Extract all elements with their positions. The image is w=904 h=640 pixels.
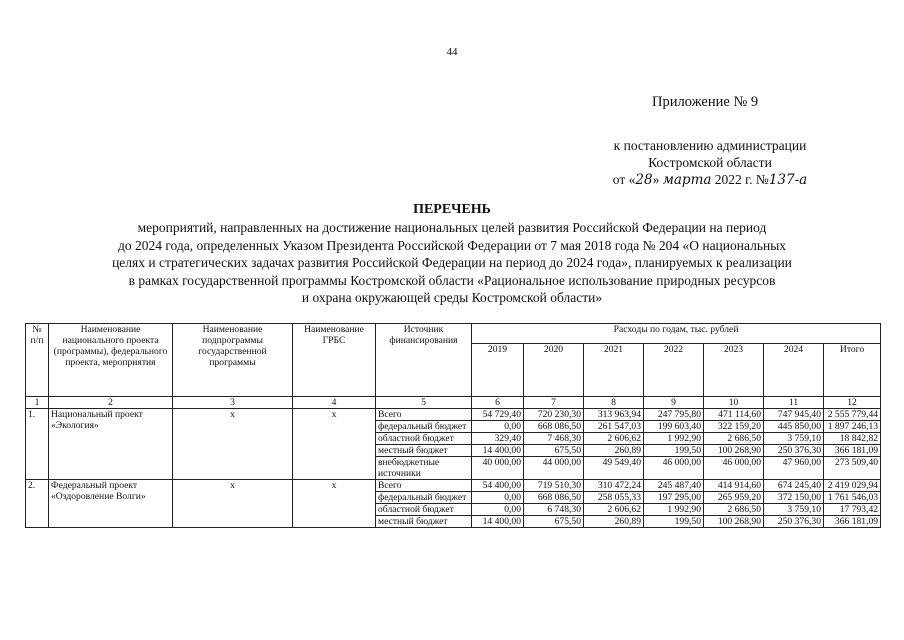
header-year: 2023 <box>704 344 764 397</box>
funding-source: федеральный бюджет <box>376 492 472 504</box>
column-index: 4 <box>293 397 376 409</box>
header-year: 2022 <box>644 344 704 397</box>
header-year: 2021 <box>584 344 644 397</box>
ruling-reference <box>560 137 860 189</box>
amount-cell: 197 295,00 <box>644 492 704 504</box>
total-cell: 366 181,09 <box>824 445 881 457</box>
amount-cell: 54 400,00 <box>472 480 524 492</box>
ruling-line-2: Костромской области <box>648 155 772 170</box>
project-name: Национальный проект «Экология» <box>49 409 173 480</box>
amount-cell: 322 159,20 <box>704 421 764 433</box>
amount-cell: 54 729,40 <box>472 409 524 421</box>
column-index: 8 <box>584 397 644 409</box>
amount-cell: 100 268,90 <box>704 516 764 528</box>
date-year: 2022 г. № <box>711 172 769 187</box>
column-index: 10 <box>704 397 764 409</box>
page-number: 44 <box>446 46 458 58</box>
amount-cell: 199,50 <box>644 445 704 457</box>
amount-cell: 245 487,40 <box>644 480 704 492</box>
project-number: 1. <box>26 409 49 480</box>
column-index: 9 <box>644 397 704 409</box>
amount-cell: 49 549,40 <box>584 457 644 480</box>
ruling-line-1: к постановлению администрации <box>613 138 807 153</box>
amount-cell: 265 959,20 <box>704 492 764 504</box>
expenses-table <box>25 323 881 528</box>
amount-cell: 313 963,94 <box>584 409 644 421</box>
subtitle-line: и охрана окружающей среды Костромской области» <box>301 290 603 305</box>
header-source: Источник финансирования <box>376 324 472 397</box>
amount-cell: 414 914,60 <box>704 480 764 492</box>
project-name: Федеральный проект «Оздоровление Волги» <box>49 480 173 528</box>
date-prefix: от « <box>612 172 636 187</box>
amount-cell: 0,00 <box>472 492 524 504</box>
project-grbs: х <box>293 409 376 480</box>
amount-cell: 260,89 <box>584 445 644 457</box>
amount-cell: 14 400,00 <box>472 516 524 528</box>
column-index: 5 <box>376 397 472 409</box>
amount-cell: 675,50 <box>524 445 584 457</box>
amount-cell: 668 086,50 <box>524 492 584 504</box>
table-row <box>26 409 881 421</box>
project-subprogram: х <box>173 409 293 480</box>
amount-cell: 1 992,90 <box>644 433 704 445</box>
amount-cell: 747 945,40 <box>764 409 824 421</box>
header-name: Наименование национального проекта (программы), федерального проекта, мероприятия <box>49 324 173 397</box>
amount-cell: 258 055,33 <box>584 492 644 504</box>
project-subprogram: х <box>173 480 293 528</box>
funding-source: местный бюджет <box>376 516 472 528</box>
amount-cell: 199 603,40 <box>644 421 704 433</box>
subtitle-line: целях и стратегических задачах развития Российской Федерации на период до 2024 года», планируемых к реализации <box>112 255 792 270</box>
appendix-label: Приложение № 9 <box>652 94 759 110</box>
amount-cell: 3 759,10 <box>764 433 824 445</box>
amount-cell: 675,50 <box>524 516 584 528</box>
subtitle-line: мероприятий, направленных на достижение национальных целей развития Российской Федерации на период <box>137 220 767 235</box>
funding-source: федеральный бюджет <box>376 421 472 433</box>
amount-cell: 40 000,00 <box>472 457 524 480</box>
amount-cell: 2 606,62 <box>584 504 644 516</box>
total-cell: 1 761 546,03 <box>824 492 881 504</box>
total-cell: 273 509,40 <box>824 457 881 480</box>
document-heading: ПЕРЕЧЕНЬ <box>413 202 491 217</box>
funding-source: внебюджетные источники <box>376 457 472 480</box>
amount-cell: 2 606,62 <box>584 433 644 445</box>
amount-cell: 3 759,10 <box>764 504 824 516</box>
date-mid: » <box>652 172 663 187</box>
amount-cell: 14 400,00 <box>472 445 524 457</box>
amount-cell: 668 086,50 <box>524 421 584 433</box>
ruling-date-line <box>560 171 860 189</box>
handwritten-number: 137-а <box>768 172 808 188</box>
amount-cell: 261 547,03 <box>584 421 644 433</box>
header-grbs: Наименование ГРБС <box>293 324 376 397</box>
header-subprogram: Наименование подпрограммы государственной программы <box>173 324 293 397</box>
table-body <box>26 409 881 528</box>
amount-cell: 44 000,00 <box>524 457 584 480</box>
amount-cell: 0,00 <box>472 504 524 516</box>
funding-source: областной бюджет <box>376 433 472 445</box>
column-index: 1 <box>26 397 49 409</box>
header-year: 2024 <box>764 344 824 397</box>
project-grbs: х <box>293 480 376 528</box>
amount-cell: 471 114,60 <box>704 409 764 421</box>
amount-cell: 46 000,00 <box>704 457 764 480</box>
table-row <box>26 480 881 492</box>
column-index: 7 <box>524 397 584 409</box>
amount-cell: 6 748,30 <box>524 504 584 516</box>
total-cell: 2 555 779,44 <box>824 409 881 421</box>
amount-cell: 2 686,50 <box>704 433 764 445</box>
amount-cell: 260,89 <box>584 516 644 528</box>
amount-cell: 674 245,40 <box>764 480 824 492</box>
subtitle-line: до 2024 года, определенных Указом Президента Российской Федерации от 7 мая 2018 года № 204 «О национальных <box>117 237 787 253</box>
amount-cell: 720 230,30 <box>524 409 584 421</box>
column-index: 2 <box>49 397 173 409</box>
funding-source: Всего <box>376 480 472 492</box>
amount-cell: 7 468,30 <box>524 433 584 445</box>
amount-cell: 0,00 <box>472 421 524 433</box>
total-cell: 366 181,09 <box>824 516 881 528</box>
total-cell: 2 419 029,94 <box>824 480 881 492</box>
amount-cell: 199,50 <box>644 516 704 528</box>
header-total: Итого <box>824 344 881 397</box>
header-year: 2020 <box>524 344 584 397</box>
amount-cell: 445 850,00 <box>764 421 824 433</box>
amount-cell: 719 510,30 <box>524 480 584 492</box>
project-number: 2. <box>26 480 49 528</box>
amount-cell: 47 960,00 <box>764 457 824 480</box>
amount-cell: 310 472,24 <box>584 480 644 492</box>
amount-cell: 250 376,30 <box>764 445 824 457</box>
column-index: 11 <box>764 397 824 409</box>
amount-cell: 372 150,00 <box>764 492 824 504</box>
header-expenses: Расходы по годам, тыс. рублей <box>472 324 881 344</box>
column-index: 12 <box>824 397 881 409</box>
funding-source: местный бюджет <box>376 445 472 457</box>
handwritten-day: 28 <box>635 172 653 188</box>
total-cell: 18 842,82 <box>824 433 881 445</box>
header-year: 2019 <box>472 344 524 397</box>
amount-cell: 46 000,00 <box>644 457 704 480</box>
total-cell: 1 897 246,13 <box>824 421 881 433</box>
amount-cell: 1 992,90 <box>644 504 704 516</box>
funding-source: областной бюджет <box>376 504 472 516</box>
document-subtitle <box>60 219 844 307</box>
amount-cell: 247 795,80 <box>644 409 704 421</box>
amount-cell: 329,40 <box>472 433 524 445</box>
column-index-row <box>26 397 881 409</box>
column-index: 3 <box>173 397 293 409</box>
amount-cell: 2 686,50 <box>704 504 764 516</box>
amount-cell: 250 376,30 <box>764 516 824 528</box>
handwritten-month: марта <box>662 172 712 188</box>
total-cell: 17 793,42 <box>824 504 881 516</box>
header-num: № п/п <box>26 324 49 397</box>
column-index: 6 <box>472 397 524 409</box>
subtitle-line: в рамках государственной программы Костромской области «Рациональное использование природных ресурсов <box>128 272 776 288</box>
amount-cell: 100 268,90 <box>704 445 764 457</box>
funding-source: Всего <box>376 409 472 421</box>
